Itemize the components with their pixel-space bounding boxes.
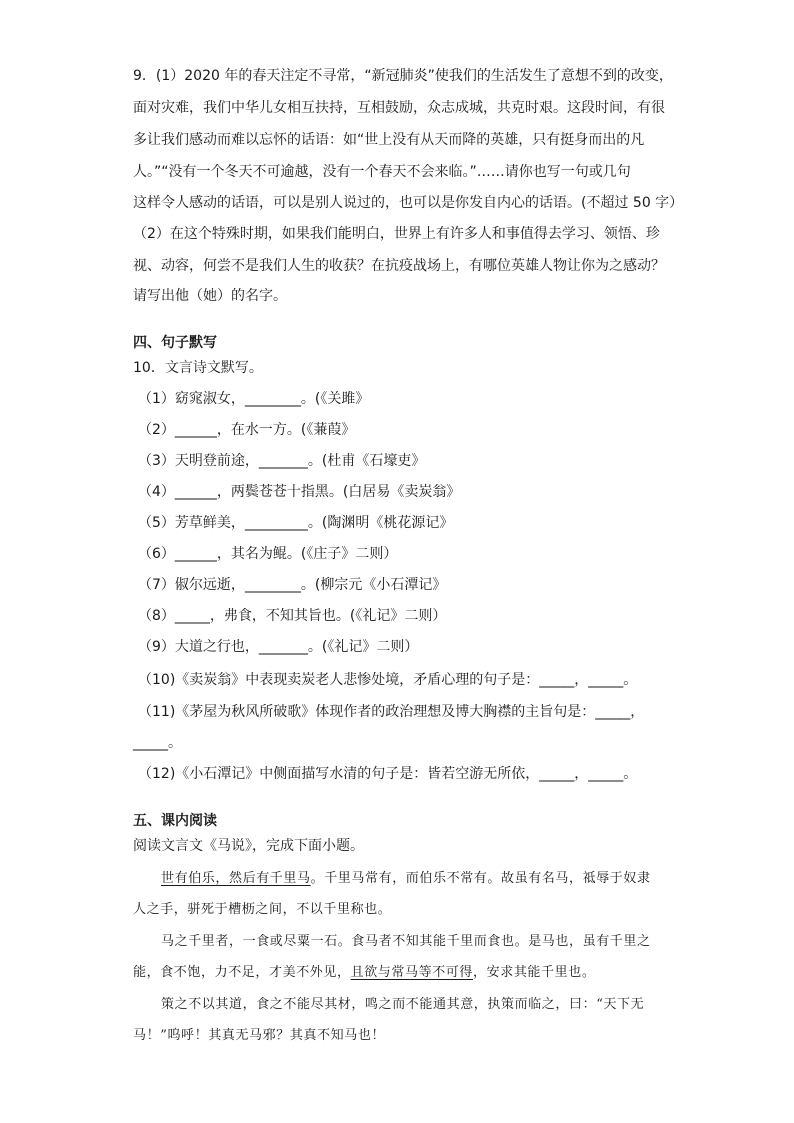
passage-p2-line-2 xyxy=(133,963,595,983)
q10-item-11: （11)《茅屋为秋风所破歌》体现作者的政治理想及博大胸襟的主旨句是：_____， xyxy=(138,704,645,720)
q10-item-11-cont: _____。 xyxy=(133,735,182,751)
passage-p1-line-1 xyxy=(161,869,651,889)
passage-text: 能，食不饱，力不足，才美不外见， xyxy=(133,965,351,980)
passage-text: ，安求其能千里也。 xyxy=(473,965,596,980)
passage-p1-line-2: 人之手，骈死于槽枥之间，不以千里称也。 xyxy=(133,902,392,917)
q10-item-1: （1）窈窕淑女，________。(《关雎》 xyxy=(138,391,370,407)
q10-item-5: （5）芳草鲜美，_________。(陶渊明《桃花源记》 xyxy=(138,515,454,531)
passage-p3-line-2: 马！”呜呼！其真无马邪？其真不知马也！ xyxy=(133,1028,386,1043)
q10-item-7: （7）俶尔远逝，________。(柳宗元《小石潭记》 xyxy=(138,577,447,593)
q9-line-2: 面对灾难，我们中华儿女相互扶持，互相鼓励，众志成城，共克时艰。这段时间，有很 xyxy=(133,100,665,116)
q10-item-9: （9）大道之行也，_______。(《礼记》二则） xyxy=(138,639,419,655)
reading-intro: 阅读文言文《马说》，完成下面小题。 xyxy=(133,838,364,854)
q10-item-8: （8）_____，弗食，不知其旨也。(《礼记》二则） xyxy=(138,608,447,624)
q9-line-6: （2）在这个特殊时期，如果我们能明白，世界上有许多人和事值得去学习、领悟、珍 xyxy=(133,226,660,242)
q10-title: 10．文言诗文默写。 xyxy=(133,360,263,376)
passage-underlined-sentence: 且欲与常马等不可得 xyxy=(350,965,474,980)
passage-underlined-sentence: 世有伯乐，然后有千里马 xyxy=(161,871,311,886)
q9-line-3: 多让我们感动而难以忘怀的话语：如“世上没有从天而降的英雄，只有挺身而出的凡 xyxy=(133,132,645,148)
q10-item-6: （6）______，其名为鲲。(《庄子》二则） xyxy=(138,546,398,562)
q10-item-4: （4）______，两鬓苍苍十指黑。(白居易《卖炭翁》 xyxy=(138,484,461,500)
q9-line-1: 9．(1）2020 年的春天注定不寻常，“新冠肺炎”使我们的生活发生了意想不到的改变， xyxy=(133,68,673,84)
q9-line-5: 这样令人感动的话语，可以是别人说过的，也可以是你发自内心的话语。(不超过 50 字） xyxy=(133,195,684,211)
q9-line-7: 视、动容，何尝不是我们人生的收获？在抗疫战场上，有哪位英雄人物让你为之感动？ xyxy=(133,258,665,274)
passage-p3-line-1: 策之不以其道，食之不能尽其材，鸣之而不能通其意，执策而临之，曰：“天下无 xyxy=(161,997,645,1012)
q10-item-12: （12)《小石潭记》中侧面描写水清的句子是：皆若空游无所依，_____，_____。 xyxy=(138,766,638,782)
section-4-heading: 四、句子默写 xyxy=(133,335,217,351)
passage-p2-line-1: 马之千里者，一食或尽粟一石。食马者不知其能千里而食也。是马也，虽有千里之 xyxy=(161,934,651,949)
q10-item-3: （3）天明登前途，_______。(杜甫《石壕吏》 xyxy=(138,453,426,469)
q10-item-10: （10)《卖炭翁》中表现卖炭老人悲惨处境，矛盾心理的句子是：_____，_____。 xyxy=(138,672,638,688)
q10-item-2: （2）______，在水一方。(《蒹葭》 xyxy=(138,422,356,438)
section-5-heading: 五、课内阅读 xyxy=(133,813,217,829)
q9-line-4: 人。”“没有一个冬天不可逾越，没有一个春天不会来临。”……请你也写一句或几句 xyxy=(133,164,631,180)
q9-line-8: 请写出他（她）的名字。 xyxy=(133,288,287,304)
passage-text: 。千里马常有，而伯乐不常有。故虽有名马，祗辱于奴隶 xyxy=(310,871,651,886)
